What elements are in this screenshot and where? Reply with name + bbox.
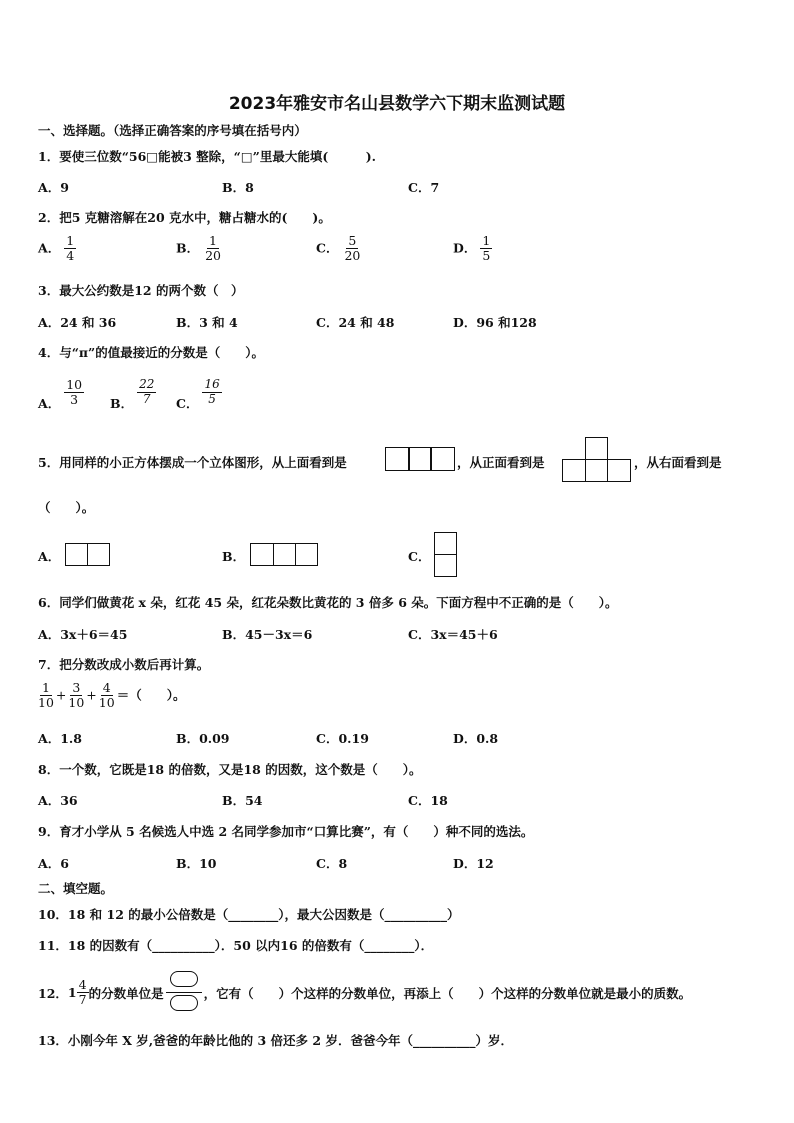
q7-option-b: B．0.09 [176, 731, 230, 746]
q1-option-c: C．7 [408, 180, 440, 195]
q6-option-c: C．3x＝45＋6 [408, 627, 498, 642]
q12-line [38, 969, 691, 1017]
q8-option-c: C．18 [408, 793, 448, 808]
q2-option-a-fraction: $\frac{1}{4}$ [66, 233, 75, 264]
q5-answer-blank: （ ）。 [38, 500, 95, 515]
q6-option-b: B．45－3x＝6 [222, 627, 313, 642]
q4-option-a-fraction: $\frac{10}{3}$ [66, 377, 83, 408]
q2-option-d [453, 234, 492, 264]
q2-option-b [176, 234, 223, 264]
page-title: 2023年雅安市名山县数学六下期末监测试题 [228, 94, 566, 114]
q3-option-d: D．96 和128 [453, 315, 537, 330]
q7-expression [36, 681, 185, 711]
q5-option-a-label: A． [38, 549, 61, 564]
q7-fraction-3: $\frac{4}{10}$ [98, 680, 115, 711]
q2-option-c-fraction: $\frac{5}{20}$ [344, 233, 361, 264]
q11-text: 11．18 的因数有（__________）．50 以内16 的倍数有（________）． [38, 938, 434, 953]
q3-option-b: B．3 和 4 [176, 315, 238, 330]
q12-blank-fraction [166, 969, 202, 1017]
q8-option-b: B．54 [222, 793, 263, 808]
q4-option-b-fraction: $\frac{22}{7}$ [139, 377, 155, 406]
q4-option-a [38, 377, 84, 412]
q12-blank-denominator [170, 995, 198, 1011]
q7-option-d: D．0.8 [453, 731, 499, 746]
q12-text: 的分数单位是 [88, 985, 164, 1001]
q5-stem-part3: ，从右面看到是 [634, 455, 722, 470]
q6-option-a: A．3x＋6＝45 [38, 627, 128, 642]
q2-stem: 2．把5 克糖溶解在20 克水中，糖占糖水的( )。 [38, 210, 331, 225]
q12-whole-number: 1 [67, 985, 77, 1001]
q10-text: 10．18 和 12 的最小公倍数是（________），最大公因数是（__________） [38, 907, 460, 922]
q4-option-a-label: A． [38, 396, 61, 412]
q7-option-a: A．1.8 [38, 731, 82, 746]
q2-option-b-label: B． [176, 240, 200, 256]
q5-option-c-label: C． [408, 549, 431, 564]
q4-option-c [176, 377, 222, 411]
q12-fraction: $\frac{4}{7}$ [78, 977, 87, 1008]
q7-fraction-1: $\frac{1}{10}$ [38, 680, 54, 711]
q12-rest: ，它有（ ）个这样的分数单位，再添上（ ）个这样的分数单位就是最小的质数。 [203, 985, 692, 1001]
q3-stem: 3．最大公约数是12 的两个数（ ） [38, 283, 244, 298]
q2-option-c-label: C． [316, 240, 339, 256]
q1-option-a: A．9 [38, 180, 69, 195]
q3-option-c: C．24 和 48 [316, 315, 395, 330]
q9-option-a: A．6 [38, 856, 69, 871]
q9-option-d: D．12 [453, 856, 494, 871]
q12-blank-numerator [170, 971, 198, 987]
q9-option-b: B．10 [176, 856, 217, 871]
q3-option-a: A．24 和 36 [38, 315, 117, 330]
q4-stem: 4．与“π”的值最接近的分数是（ ）。 [38, 345, 264, 360]
q1-option-b: B．8 [222, 180, 254, 195]
q12-label: 12． [38, 985, 68, 1001]
q6-stem: 6．同学们做黄花 x 朵，红花 45 朵，红花朵数比黄花的 3 倍多 6 朵。下面方程中不正确的是（ ）。 [38, 595, 618, 610]
q8-stem: 8．一个数，它既是18 的倍数，又是18 的因数，这个数是（ ）。 [38, 762, 422, 777]
q5-option-b-label: B． [222, 549, 246, 564]
q4-option-b [110, 377, 156, 411]
q2-option-a [38, 234, 76, 264]
q7-stem: 7．把分数改成小数后再计算。 [38, 657, 210, 672]
q2-option-b-fraction: $\frac{1}{20}$ [205, 233, 221, 264]
q8-option-a: A．36 [38, 793, 78, 808]
q7-plus-2: + [86, 687, 97, 703]
q9-stem: 9．育才小学从 5 名候选人中选 2 名同学参加市“口算比赛”，有（ ）种不同的选法。 [38, 824, 534, 839]
q1-stem: 1．要使三位数“56□能被3 整除，“□”里最大能填( ). [38, 149, 377, 164]
section-1-heading: 一、选择题。（选择正确答案的序号填在括号内） [38, 123, 307, 138]
q7-equals-blank: ＝（ ）。 [116, 687, 186, 703]
q2-option-d-label: D． [453, 240, 477, 256]
q5-stem-part2: ，从正面看到是 [457, 455, 545, 470]
q4-option-b-label: B． [110, 395, 134, 411]
q4-option-c-label: C． [176, 395, 199, 411]
q9-option-c: C．8 [316, 856, 348, 871]
q7-fraction-2: $\frac{3}{10}$ [68, 680, 85, 711]
section-2-heading: 二、填空题。 [38, 881, 114, 896]
q13-text: 13．小刚今年 X 岁,爸爸的年龄比他的 3 倍还多 2 岁．爸爸今年（__________）岁． [38, 1033, 513, 1048]
q7-plus-1: + [55, 687, 67, 703]
q5-stem-part1: 5．用同样的小正方体摆成一个立体图形，从上面看到是 [38, 455, 347, 470]
q2-option-c [316, 234, 362, 264]
q7-option-c: C．0.19 [316, 731, 369, 746]
q4-option-c-fraction: $\frac{16}{5}$ [204, 377, 220, 406]
q2-option-d-fraction: $\frac{1}{5}$ [482, 233, 491, 264]
q2-option-a-label: A． [38, 240, 61, 256]
